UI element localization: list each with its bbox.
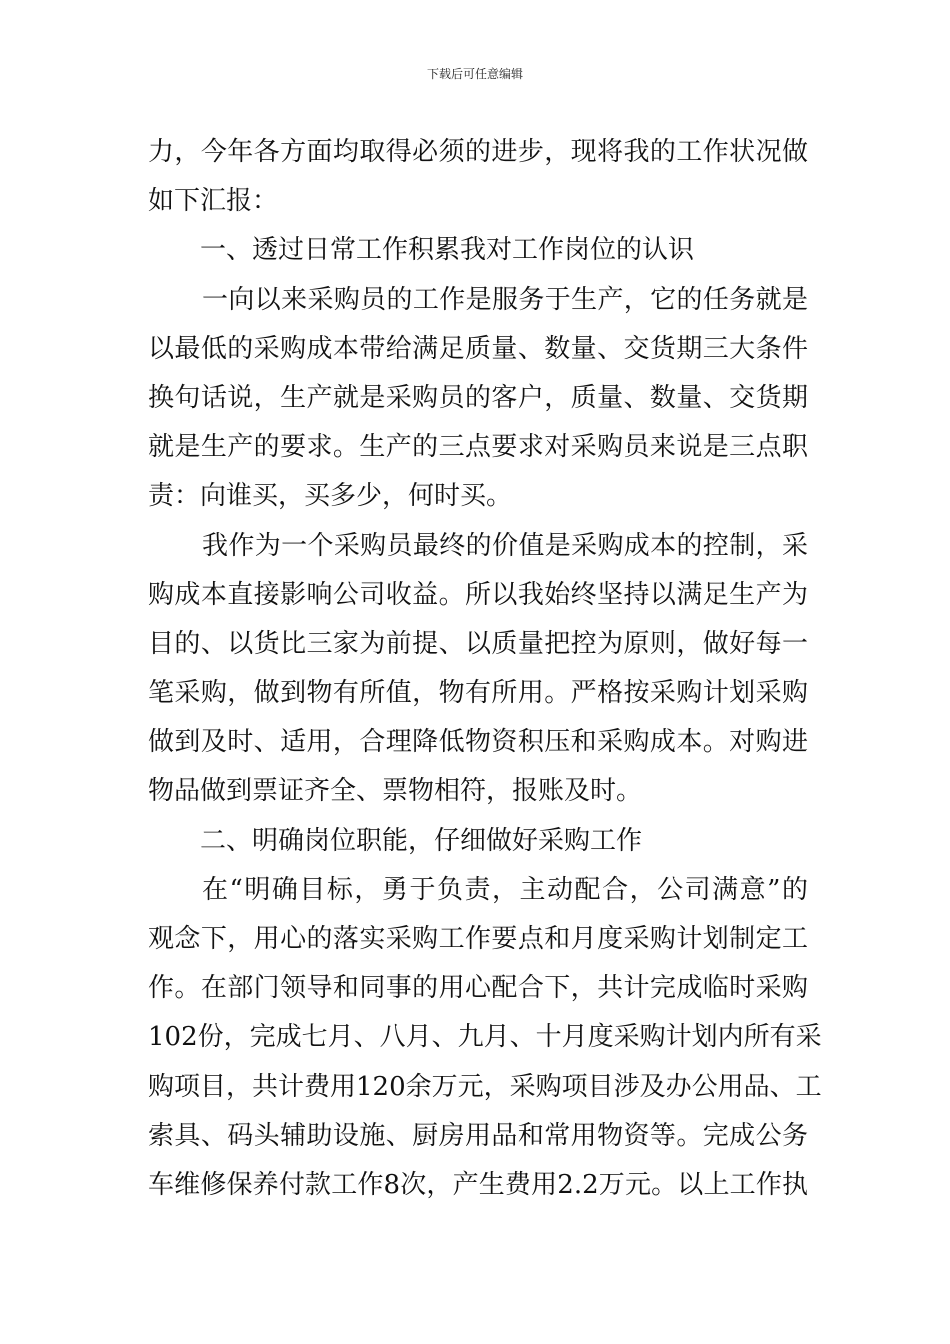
body-line: 笔采购，做到物有所值，物有所用。严格按采购计划采购 bbox=[148, 678, 808, 709]
body-line: 换句话说，生产就是采购员的客户，质量、数量、交货期 bbox=[148, 382, 808, 413]
body-line: 如下汇报： bbox=[148, 186, 279, 217]
body-line: 车维修保养付款工作8次，产生费用2.2万元。以上工作执 bbox=[148, 1169, 808, 1200]
section-heading: 一、透过日常工作积累我对工作岗位的认识 bbox=[200, 235, 695, 266]
body-line: 以最低的采购成本带给满足质量、数量、交货期三大条件 bbox=[148, 333, 808, 364]
body-line: 购项目，共计费用120余万元，采购项目涉及办公用品、工 bbox=[148, 1071, 822, 1102]
body-line: 购成本直接影响公司收益。所以我始终坚持以满足生产为 bbox=[148, 579, 808, 610]
body-line: 观念下，用心的落实采购工作要点和月度采购计划制定工 bbox=[148, 924, 808, 954]
document-body bbox=[148, 128, 822, 1210]
body-line: 索具、码头辅助设施、厨房用品和常用物资等。完成公务 bbox=[148, 1120, 808, 1151]
body-line: 目的、以货比三家为前提、以质量把控为原则，做好每一 bbox=[148, 628, 808, 659]
paragraph-first-line: 一向以来采购员的工作是服务于生产，它的任务就是 bbox=[202, 284, 808, 315]
body-line: 物品做到票证齐全、票物相符，报账及时。 bbox=[148, 776, 643, 807]
body-line: 作。在部门领导和同事的用心配合下，共计完成临时采购 bbox=[148, 973, 808, 1004]
body-line: 做到及时、适用，合理降低物资积压和采购成本。对购进 bbox=[148, 727, 808, 758]
body-line: 就是生产的要求。生产的三点要求对采购员来说是三点职 bbox=[148, 432, 808, 463]
body-line: 102份，完成七月、八月、九月、十月度采购计划内所有采 bbox=[148, 1022, 822, 1053]
body-line: 力，今年各方面均取得必须的进步，现将我的工作状况做 bbox=[148, 137, 808, 167]
section-heading: 二、明确岗位职能，仔细做好采购工作 bbox=[200, 825, 643, 856]
paragraph-first-line: 我作为一个采购员最终的价值是采购成本的控制，采 bbox=[202, 530, 808, 561]
body-line: 责：向谁买，买多少，何时买。 bbox=[148, 481, 513, 512]
page-header: 下载后可任意编辑 bbox=[426, 67, 523, 81]
paragraph-first-line: 在“明确目标，勇于负责，主动配合，公司满意”的 bbox=[202, 874, 808, 905]
